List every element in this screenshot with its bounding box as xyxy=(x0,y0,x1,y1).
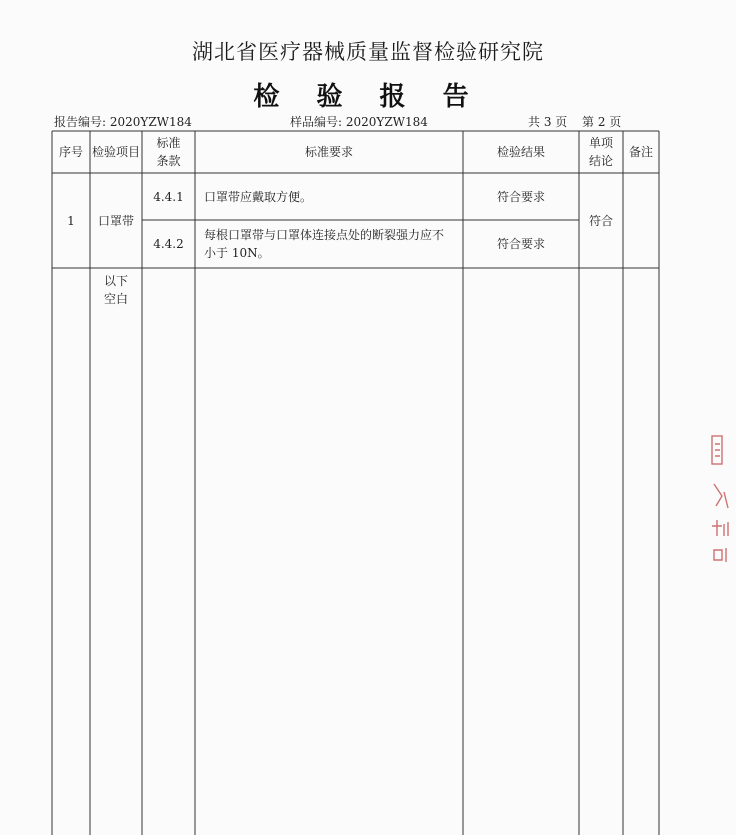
header-clause: 标准条款 xyxy=(156,136,181,168)
header-conclusion: 单项结论 xyxy=(588,136,613,168)
header-seq: 序号 xyxy=(58,145,83,159)
header-requirement: 标准要求 xyxy=(304,145,353,159)
header-result: 检验结果 xyxy=(496,145,545,159)
report-title: 检 验 报 告 xyxy=(253,82,483,112)
report-number: 报告编号: 2020YZW184 xyxy=(54,115,192,129)
row-requirement-1: 口罩带应戴取方便。 xyxy=(204,189,313,204)
blank-note: 以下空白 xyxy=(103,274,128,306)
row-clause-1: 4.4.1 xyxy=(153,189,184,204)
row-seq: 1 xyxy=(67,213,75,228)
sample-number: 样品编号: 2020YZW184 xyxy=(290,115,428,129)
row-clause-2: 4.4.2 xyxy=(153,237,184,251)
row-requirement-2: 每根口罩带与口罩体连接点处的断裂强力应不小于 10N。 xyxy=(204,228,445,260)
row-item: 口罩带 xyxy=(97,213,134,228)
total-pages: 共 3 页 xyxy=(528,115,568,129)
page-number: 第 2 页 xyxy=(582,115,622,129)
institute-name: 湖北省医疗器械质量监督检验研究院 xyxy=(192,40,544,64)
official-seal-stamp xyxy=(706,430,736,580)
header-remark: 备注 xyxy=(629,145,654,159)
row-result-2: 符合要求 xyxy=(496,237,545,251)
row-conclusion: 符合 xyxy=(588,213,613,228)
row-result-1: 符合要求 xyxy=(496,189,545,204)
header-item: 检验项目 xyxy=(91,145,140,159)
